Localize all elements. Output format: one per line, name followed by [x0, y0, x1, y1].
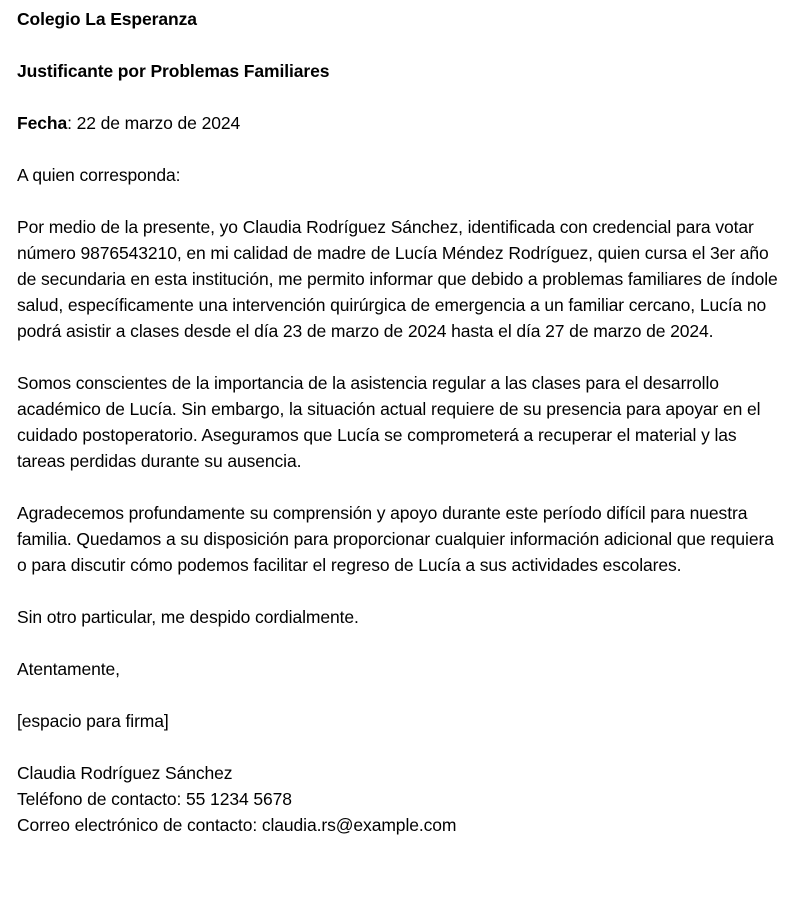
school-name: Colegio La Esperanza — [17, 9, 197, 29]
document-title: Justificante por Problemas Familiares — [17, 61, 330, 81]
contact-phone: Teléfono de contacto: 55 1234 5678 — [17, 789, 292, 809]
signer-contact-block — [17, 760, 786, 838]
body-paragraph-2: Somos conscientes de la importancia de la asistencia regular a las clases para el desarrollo académico de Lucía. Sin embargo, la situación actual requiere de su presencia para apoyar en el cuidado postoperatorio. Aseguramos que Lucía se comprometerá a recuperar el material y las tareas perdidas durante su ausencia. — [17, 373, 761, 471]
body-paragraph-3: Agradecemos profundamente su comprensión y apoyo durante este período difícil para nuestra familia. Quedamos a su disposición para proporcionar cualquier información adicional que requiera o para discutir cómo podemos facilitar el regreso de Lucía a sus actividades escolares. — [17, 503, 774, 575]
date-value: : 22 de marzo de 2024 — [67, 113, 241, 133]
sign-off: Atentamente, — [17, 659, 120, 679]
closing-line: Sin otro particular, me despido cordialmente. — [17, 607, 359, 627]
date-label: Fecha — [17, 113, 68, 133]
salutation: A quien corresponda: — [17, 165, 181, 185]
body-paragraph-1: Por medio de la presente, yo Claudia Rodríguez Sánchez, identificada con credencial para votar número 9876543210, en mi calidad de madre de Lucía Méndez Rodríguez, quien cursa el 3er año de secundaria en esta institución, me permito informar que debido a problemas familiares de índole salud, específicamente una intervención quirúrgica de emergencia a un familiar cercano, Lucía no podrá asistir a clases desde el día 23 de marzo de 2024 hasta el día 27 de marzo de 2024. — [17, 217, 778, 341]
signature-placeholder: [espacio para firma] — [17, 711, 169, 731]
contact-email: Correo electrónico de contacto: claudia.rs@example.com — [17, 815, 457, 835]
signer-name: Claudia Rodríguez Sánchez — [17, 763, 233, 783]
date-line — [17, 110, 786, 136]
